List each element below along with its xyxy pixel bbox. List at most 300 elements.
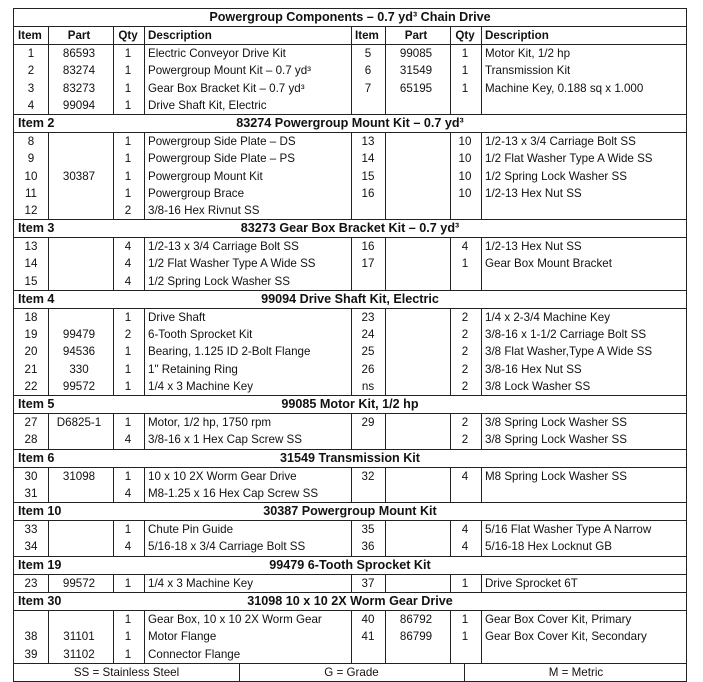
section-title: 83274 Powergroup Mount Kit – 0.7 yd³ [236, 115, 464, 130]
column-divider [481, 309, 482, 326]
column-divider [481, 80, 482, 97]
column-divider [144, 468, 145, 485]
cell-description: 3/8-16 x 1 Hex Cap Screw SS [148, 433, 303, 447]
column-divider [113, 150, 114, 167]
column-header-item: Item [355, 29, 379, 42]
column-divider [351, 309, 352, 326]
cell-item: 20 [24, 345, 38, 359]
column-divider [481, 628, 482, 645]
column-divider [48, 611, 49, 628]
column-divider [385, 538, 386, 555]
column-divider [144, 273, 145, 290]
column-divider [113, 133, 114, 150]
cell-item: 26 [361, 362, 375, 376]
cell-item: 41 [361, 630, 375, 644]
column-divider [351, 343, 352, 360]
cell-description: 3/8 Lock Washer SS [485, 379, 591, 393]
section-item-id: Item 2 [18, 115, 55, 130]
table-row [14, 361, 686, 378]
cell-item: 2 [27, 64, 35, 78]
cell-part: 31098 [62, 469, 96, 483]
column-divider [481, 646, 482, 663]
column-divider [113, 575, 114, 592]
section-title: 31549 Transmission Kit [280, 450, 420, 465]
table-body [14, 27, 686, 663]
column-divider [385, 202, 386, 219]
section-title: 30387 Powergroup Mount Kit [263, 504, 437, 519]
cell-qty: 1 [124, 416, 132, 430]
column-divider [385, 185, 386, 202]
column-divider [144, 538, 145, 555]
column-divider [144, 575, 145, 592]
cell-qty: 1 [124, 523, 132, 537]
column-divider [481, 62, 482, 79]
cell-part: 330 [69, 362, 89, 376]
cell-qty: 10 [458, 135, 472, 149]
cell-part: 31549 [399, 64, 433, 78]
column-divider [450, 326, 451, 343]
column-divider [385, 168, 386, 185]
column-divider [113, 202, 114, 219]
table-row [14, 343, 686, 360]
column-divider [464, 664, 465, 681]
column-divider [481, 343, 482, 360]
column-divider [385, 309, 386, 326]
cell-item: 35 [361, 523, 375, 537]
column-divider [481, 185, 482, 202]
cell-item: 1 [27, 47, 35, 61]
column-divider [351, 255, 352, 272]
cell-part: 99572 [62, 576, 96, 590]
cell-part: 99479 [62, 328, 96, 342]
column-divider [113, 80, 114, 97]
column-divider [481, 97, 482, 114]
column-divider [239, 664, 240, 681]
table-row [14, 273, 686, 290]
column-divider [481, 273, 482, 290]
column-divider [113, 431, 114, 448]
cell-part: 83274 [62, 64, 96, 78]
cell-qty: 2 [461, 311, 469, 324]
table-row [14, 133, 686, 150]
column-divider [481, 485, 482, 502]
column-divider [351, 485, 352, 502]
cell-part: 86792 [399, 613, 433, 627]
column-divider [48, 414, 49, 431]
column-divider [351, 202, 352, 219]
cell-description: Drive Sprocket 6T [485, 576, 578, 590]
cell-qty: 4 [461, 240, 469, 254]
cell-description: 1" Retaining Ring [148, 362, 238, 376]
cell-part: 86799 [399, 630, 433, 644]
column-divider [450, 309, 451, 326]
column-divider [351, 326, 352, 343]
cell-item: 10 [24, 169, 38, 183]
column-divider [385, 628, 386, 645]
column-divider [48, 238, 49, 255]
cell-part: 99085 [399, 47, 433, 61]
column-divider [144, 521, 145, 538]
cell-qty: 1 [124, 169, 132, 183]
cell-description: Gear Box Mount Bracket [485, 257, 612, 271]
column-divider [385, 80, 386, 97]
table-row [14, 431, 686, 448]
column-divider [450, 343, 451, 360]
column-divider [450, 80, 451, 97]
cell-qty: 1 [124, 345, 132, 359]
cell-item: 28 [24, 433, 38, 447]
column-divider [144, 485, 145, 502]
cell-item: 13 [361, 135, 375, 149]
cell-qty: 2 [461, 362, 469, 376]
column-divider [113, 611, 114, 628]
column-divider [450, 185, 451, 202]
table-row [14, 238, 686, 255]
column-divider [385, 361, 386, 378]
column-divider [113, 468, 114, 485]
cell-description: 5/16 Flat Washer Type A Narrow [485, 523, 652, 537]
cell-description: Drive Shaft Kit, Electric [148, 98, 267, 112]
column-divider [113, 238, 114, 255]
section-item-id: Item 6 [18, 450, 55, 465]
cell-part: 31101 [63, 630, 95, 644]
table-row [14, 611, 686, 628]
column-divider [48, 45, 49, 62]
column-divider [144, 309, 145, 326]
column-divider [450, 62, 451, 79]
column-divider [450, 646, 451, 663]
cell-description: Drive Shaft [148, 311, 206, 324]
column-divider [48, 273, 49, 290]
table-row [14, 378, 686, 395]
cell-qty: 1 [461, 630, 469, 644]
column-divider [48, 646, 49, 663]
cell-qty: 4 [124, 486, 132, 500]
cell-qty: 4 [461, 469, 469, 483]
column-divider [481, 414, 482, 431]
column-divider [481, 468, 482, 485]
column-divider [481, 575, 482, 592]
column-divider [450, 97, 451, 114]
cell-qty: 4 [461, 540, 469, 554]
cell-qty: 1 [124, 613, 132, 627]
section-header [14, 290, 686, 309]
column-divider [450, 238, 451, 255]
cell-item: 4 [27, 98, 35, 112]
cell-qty: 1 [124, 576, 132, 590]
column-divider [450, 538, 451, 555]
column-divider [48, 202, 49, 219]
cell-qty: 4 [461, 523, 469, 537]
column-divider [144, 27, 145, 44]
table-row [14, 97, 686, 114]
column-divider [481, 27, 482, 44]
section-title: 99479 6-Tooth Sprocket Kit [269, 557, 431, 572]
column-divider [144, 80, 145, 97]
table-row [14, 521, 686, 538]
cell-description: Powergroup Mount Kit – 0.7 yd³ [148, 64, 312, 78]
column-divider [113, 378, 114, 395]
column-divider [113, 45, 114, 62]
cell-description: Powergroup Mount Kit [148, 169, 263, 183]
section-item-id: Item 10 [18, 504, 62, 519]
cell-qty: 2 [124, 203, 132, 217]
cell-qty: 1 [124, 311, 132, 324]
cell-qty: 1 [124, 152, 132, 166]
column-divider [113, 646, 114, 663]
column-divider [351, 62, 352, 79]
column-divider [385, 97, 386, 114]
cell-description: 1/2 Flat Washer Type A Wide SS [148, 257, 316, 271]
column-divider [450, 611, 451, 628]
column-divider [450, 575, 451, 592]
column-divider [113, 414, 114, 431]
cell-description: M8-1.25 x 16 Hex Cap Screw SS [148, 486, 319, 500]
table-row [14, 538, 686, 555]
column-divider [385, 27, 386, 44]
cell-description: Powergroup Side Plate – PS [148, 152, 295, 166]
cell-item: 5 [364, 47, 372, 61]
column-divider [48, 628, 49, 645]
cell-item: 14 [24, 257, 38, 271]
cell-qty: 1 [124, 186, 132, 200]
column-divider [385, 273, 386, 290]
section-item-id: Item 5 [18, 396, 55, 411]
column-divider [48, 485, 49, 502]
cell-description: Machine Key, 0.188 sq x 1.000 [485, 81, 644, 95]
column-divider [450, 431, 451, 448]
cell-description: Gear Box, 10 x 10 2X Worm Gear [148, 613, 322, 627]
cell-description: Powergroup Brace [148, 186, 245, 200]
cell-description: 3/8-16 Hex Nut SS [485, 362, 582, 376]
cell-item: 40 [361, 613, 375, 627]
column-divider [385, 646, 386, 663]
cell-description: M8 Spring Lock Washer SS [485, 469, 627, 483]
column-divider [48, 575, 49, 592]
column-divider [351, 575, 352, 592]
column-divider [48, 431, 49, 448]
column-divider [48, 468, 49, 485]
column-divider [481, 431, 482, 448]
column-divider [144, 343, 145, 360]
cell-description: 3/8 Flat Washer,Type A Wide SS [485, 345, 653, 359]
column-divider [481, 150, 482, 167]
table-row [14, 575, 686, 592]
column-divider [385, 133, 386, 150]
column-divider [144, 611, 145, 628]
cell-description: Motor, 1/2 hp, 1750 rpm [148, 416, 272, 430]
cell-description: 10 x 10 2X Worm Gear Drive [148, 469, 297, 483]
column-divider [351, 150, 352, 167]
cell-description: Powergroup Side Plate – DS [148, 135, 296, 149]
cell-description: 3/8 Spring Lock Washer SS [485, 416, 627, 430]
column-divider [481, 611, 482, 628]
cell-item: 36 [361, 540, 375, 554]
cell-description: 1/4 x 3 Machine Key [148, 379, 254, 393]
cell-description: Electric Conveyor Drive Kit [148, 47, 286, 61]
cell-item: 9 [27, 152, 35, 166]
column-divider [385, 378, 386, 395]
cell-part: 83273 [62, 81, 96, 95]
cell-description: Motor Kit, 1/2 hp [485, 47, 571, 61]
section-item-id: Item 3 [18, 221, 55, 236]
legend-m: M = Metric [548, 665, 604, 679]
column-divider [481, 255, 482, 272]
column-divider [144, 628, 145, 645]
cell-item: 3 [27, 81, 35, 95]
cell-qty: 4 [124, 240, 132, 254]
cell-qty: 1 [124, 647, 132, 661]
table-row [14, 45, 686, 62]
cell-item: 14 [361, 152, 375, 166]
column-divider [48, 80, 49, 97]
cell-qty: 2 [461, 328, 469, 342]
column-divider [481, 326, 482, 343]
column-divider [351, 361, 352, 378]
column-divider [144, 255, 145, 272]
column-divider [113, 538, 114, 555]
cell-item: 29 [361, 416, 375, 430]
column-divider [351, 133, 352, 150]
cell-description: Gear Box Cover Kit, Primary [485, 613, 632, 627]
cell-part: 30387 [62, 169, 96, 183]
cell-item: 16 [361, 240, 375, 254]
cell-item: 21 [24, 362, 38, 376]
column-divider [48, 378, 49, 395]
table-row [14, 255, 686, 272]
column-divider [113, 343, 114, 360]
column-divider [144, 378, 145, 395]
column-divider [113, 185, 114, 202]
column-header-item: Item [18, 29, 42, 42]
cell-qty: 1 [461, 257, 469, 271]
cell-qty: 1 [124, 81, 132, 95]
column-divider [450, 27, 451, 44]
column-divider [450, 150, 451, 167]
cell-description: 1/2-13 Hex Nut SS [485, 240, 582, 254]
column-header-row [14, 27, 686, 45]
column-divider [450, 133, 451, 150]
cell-item: 24 [361, 328, 375, 342]
cell-description: 5/16-18 x 3/4 Carriage Bolt SS [148, 540, 306, 554]
table-row [14, 168, 686, 185]
section-title: 99094 Drive Shaft Kit, Electric [261, 291, 439, 306]
column-divider [48, 538, 49, 555]
column-divider [351, 628, 352, 645]
column-header-part: Part [67, 29, 91, 42]
column-divider [351, 97, 352, 114]
section-header [14, 502, 686, 521]
cell-item: 23 [361, 311, 375, 324]
cell-part: 65195 [399, 81, 433, 95]
column-divider [385, 468, 386, 485]
table-row [14, 468, 686, 485]
cell-part: 99572 [62, 379, 96, 393]
table-row [14, 628, 686, 645]
cell-part: 99094 [62, 98, 96, 112]
column-divider [351, 273, 352, 290]
column-divider [144, 238, 145, 255]
column-divider [48, 361, 49, 378]
cell-description: Transmission Kit [485, 64, 571, 78]
cell-description: 1/2 Spring Lock Washer SS [148, 274, 290, 288]
section-header [14, 219, 686, 238]
column-divider [385, 62, 386, 79]
column-divider [385, 611, 386, 628]
column-divider [450, 414, 451, 431]
table-title: Powergroup Components – 0.7 yd³ Chain Drive [14, 9, 686, 27]
cell-description: 6-Tooth Sprocket Kit [148, 328, 253, 342]
column-divider [481, 521, 482, 538]
cell-qty: 1 [124, 379, 132, 393]
legend-g: G = Grade [324, 665, 379, 679]
cell-item: 30 [24, 469, 38, 483]
column-divider [144, 431, 145, 448]
column-divider [113, 97, 114, 114]
column-divider [481, 202, 482, 219]
column-divider [385, 414, 386, 431]
column-divider [351, 185, 352, 202]
cell-part: D6825-1 [56, 416, 102, 430]
column-divider [144, 45, 145, 62]
column-divider [351, 538, 352, 555]
table-row [14, 185, 686, 202]
table-row [14, 414, 686, 431]
legend-ss: SS = Stainless Steel [73, 665, 180, 679]
column-divider [144, 646, 145, 663]
column-divider [450, 255, 451, 272]
cell-description: 3/8-16 x 1-1/2 Carriage Bolt SS [485, 328, 647, 342]
cell-description: 3/8-16 Hex Rivnut SS [148, 203, 260, 217]
column-divider [113, 521, 114, 538]
cell-qty: 1 [124, 64, 132, 78]
column-divider [385, 150, 386, 167]
column-divider [48, 343, 49, 360]
column-divider [144, 361, 145, 378]
cell-description: Gear Box Cover Kit, Secondary [485, 630, 647, 644]
cell-item: 22 [24, 379, 38, 393]
cell-qty: 4 [124, 540, 132, 554]
column-divider [144, 150, 145, 167]
cell-description: Bearing, 1.125 ID 2-Bolt Flange [148, 345, 311, 359]
column-divider [450, 521, 451, 538]
column-divider [351, 431, 352, 448]
column-divider [351, 414, 352, 431]
column-divider [351, 646, 352, 663]
column-divider [385, 238, 386, 255]
column-divider [481, 168, 482, 185]
column-divider [351, 468, 352, 485]
column-divider [113, 361, 114, 378]
column-divider [351, 27, 352, 44]
cell-item: 7 [364, 81, 372, 95]
cell-description: 1/4 x 3 Machine Key [148, 576, 254, 590]
section-header [14, 556, 686, 575]
column-divider [385, 485, 386, 502]
column-divider [144, 185, 145, 202]
cell-item: 15 [361, 169, 375, 183]
cell-item: 6 [364, 64, 372, 78]
column-divider [481, 133, 482, 150]
section-header [14, 449, 686, 468]
cell-qty: 4 [124, 274, 132, 288]
cell-qty: 10 [458, 186, 472, 200]
section-item-id: Item 4 [18, 291, 55, 306]
column-divider [450, 168, 451, 185]
table-row [14, 326, 686, 343]
column-divider [144, 168, 145, 185]
cell-qty: 1 [461, 64, 469, 78]
